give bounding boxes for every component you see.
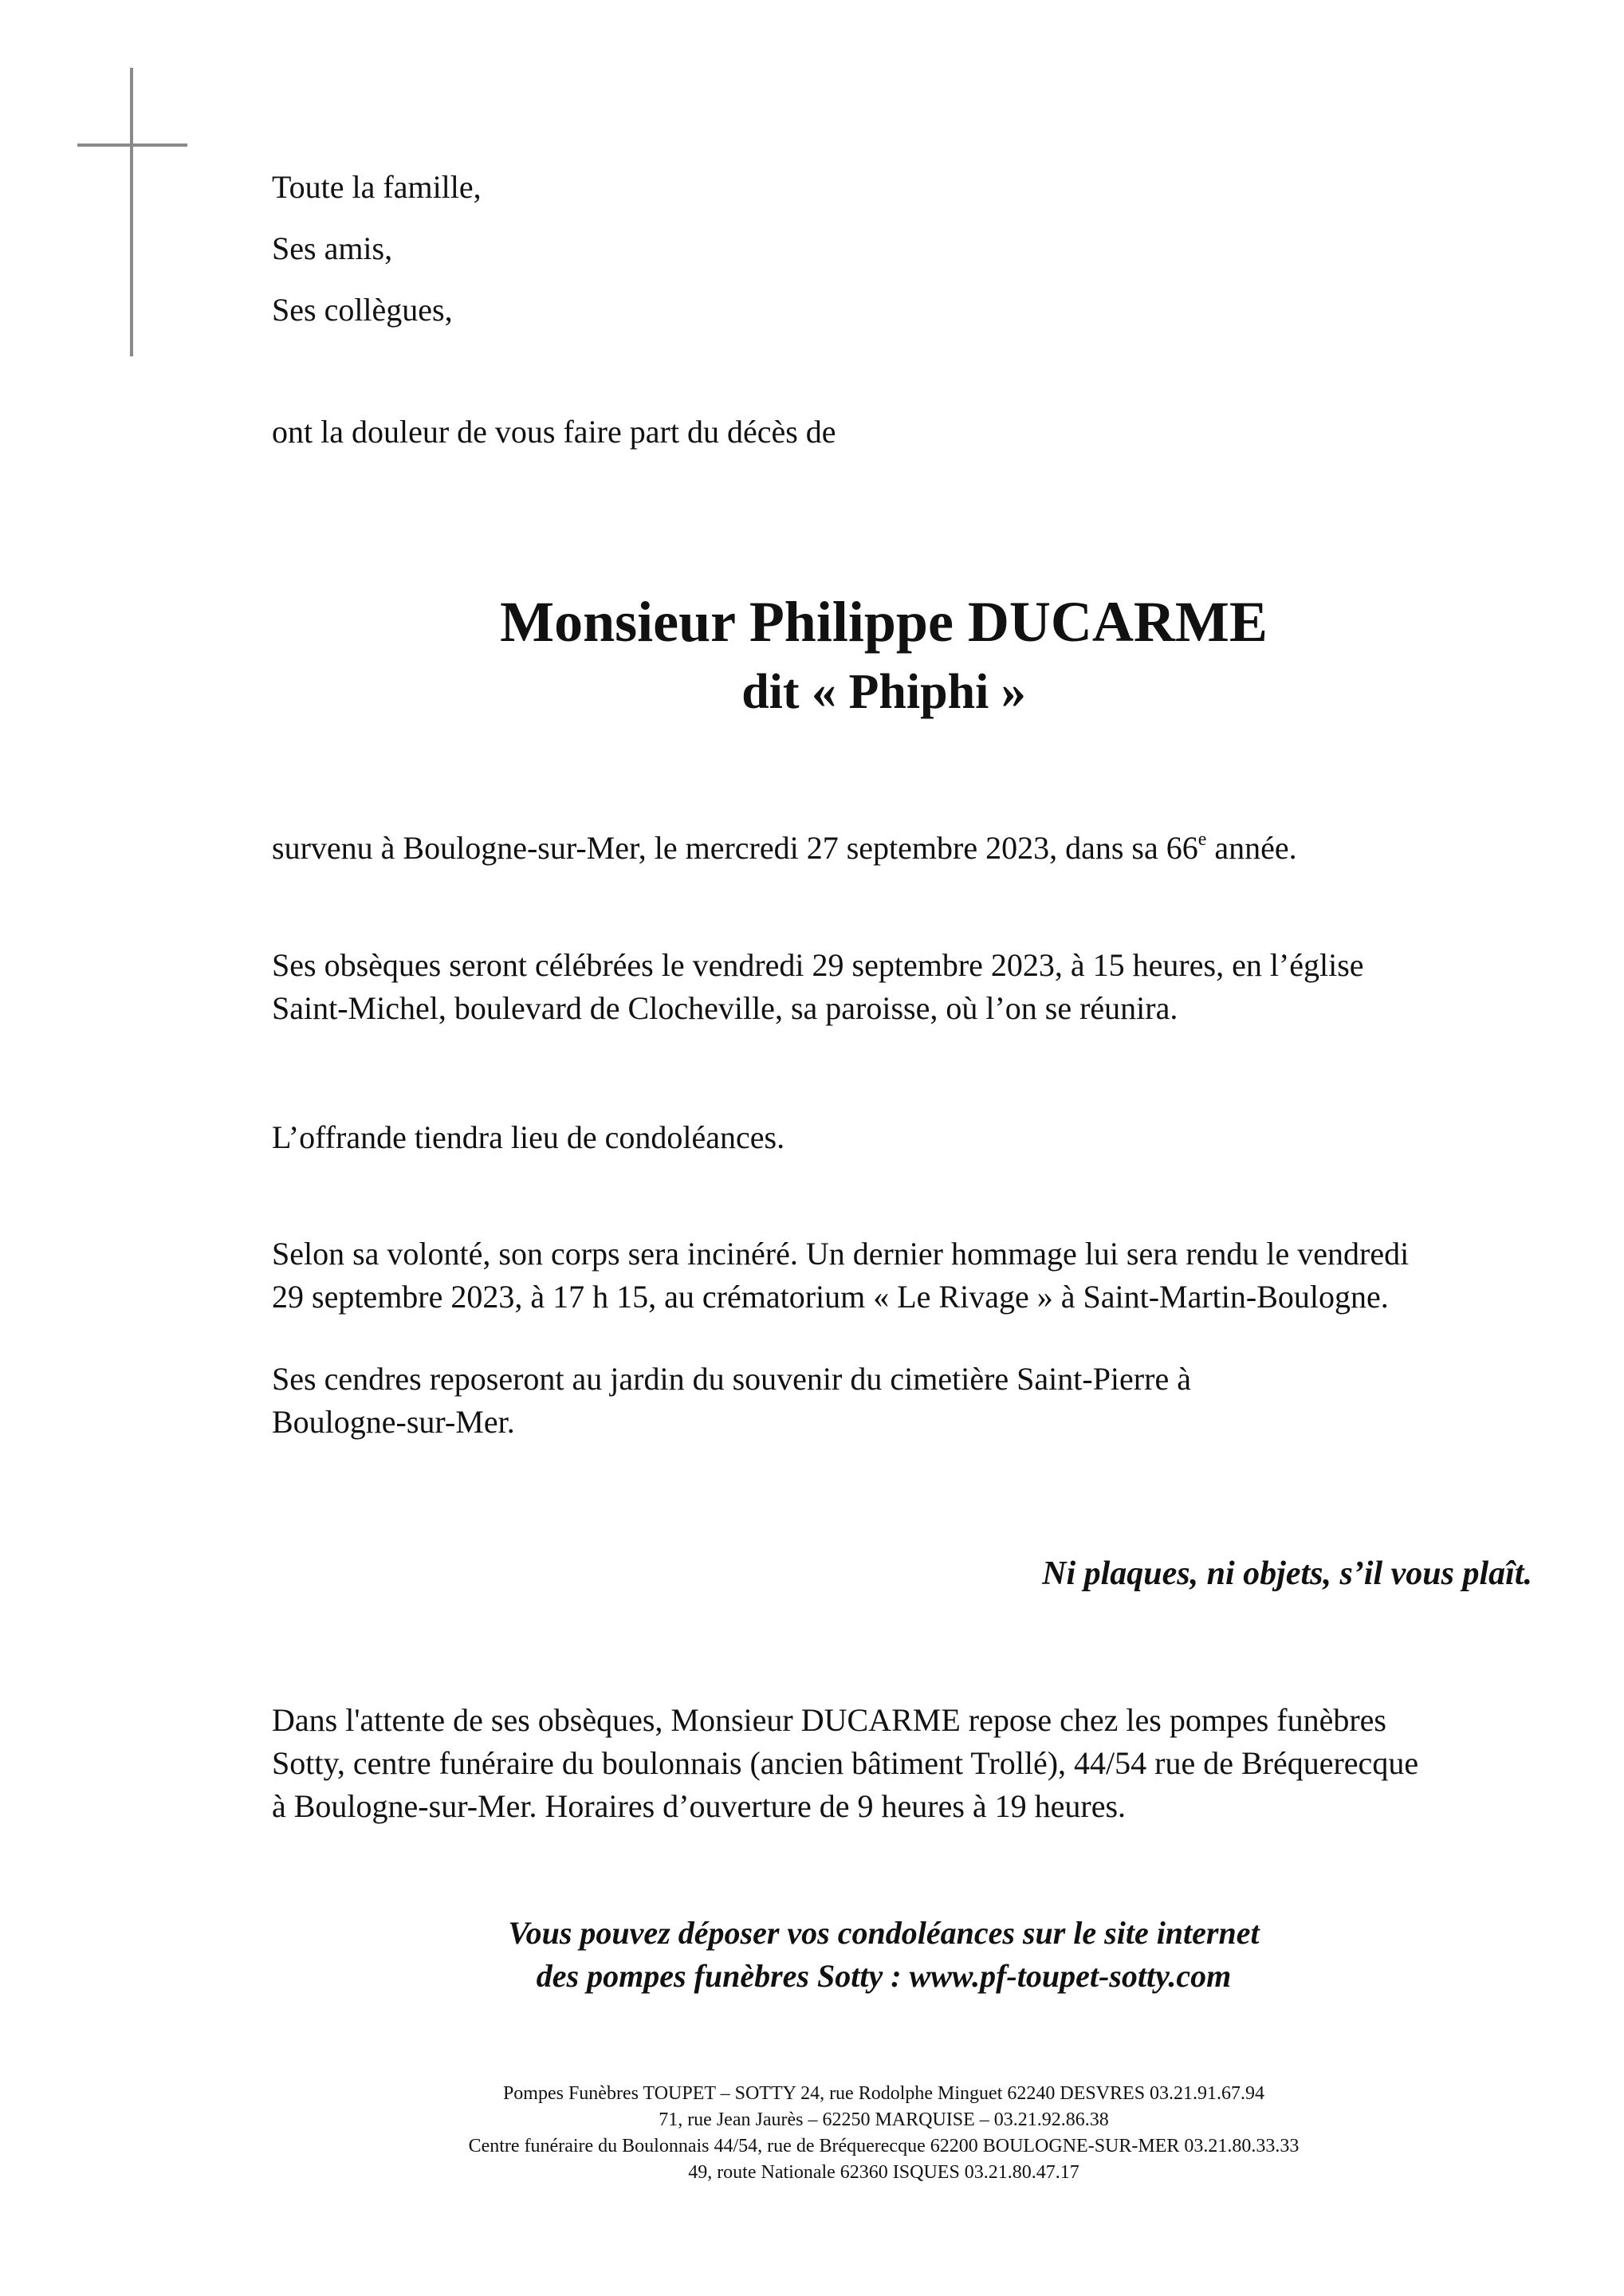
footer-line-2: 71, rue Jean Jaurès – 62250 MARQUISE – 03.21.92.86.38 [659, 2109, 1109, 2130]
death-text-start: survenu à Boulogne-sur-Mer, le mercredi 27 septembre 2023, dans sa 66 [272, 830, 1198, 866]
funeral-line-1: Ses obsèques seront célébrées le vendredi 29 septembre 2023, à 15 heures, en l’église [272, 947, 1364, 983]
death-line [272, 827, 1297, 870]
funeral-line-2: Saint-Michel, boulevard de Clocheville, sa paroisse, où l’on se réunira. [272, 990, 1178, 1026]
family-line-1: Toute la famille, [272, 169, 482, 205]
rest-line-3: à Boulogne-sur-Mer. Horaires d’ouverture de 9 heures à 19 heures. [272, 1788, 1127, 1824]
footer-line-1: Pompes Funèbres TOUPET – SOTTY 24, rue Rodolphe Minguet 62240 DESVRES 03.21.91.67.94 [502, 2083, 1265, 2104]
no-flowers-note: Ni plaques, ni objets, s’il vous plaît. [1042, 1555, 1532, 1592]
announcement-line: ont la douleur de vous faire part du décès de [272, 414, 836, 450]
website-line-2: des pompes funèbres Sotty : www.pf-toupet-sotty.com [536, 1958, 1232, 1994]
deceased-name: Monsieur Philippe DUCARME [500, 590, 1268, 654]
cremation-line-1: Selon sa volonté, son corps sera incinéré. Un dernier hommage lui sera rendu le vendredi [272, 1236, 1410, 1272]
website-line-1: Vous pouvez déposer vos condoléances sur le site internet [508, 1915, 1260, 1951]
family-line-3: Ses collègues, [272, 292, 453, 328]
deceased-nickname: dit « Phiphi » [741, 665, 1026, 719]
cross-icon-vertical [130, 68, 133, 356]
ashes-line-2: Boulogne-sur-Mer. [272, 1404, 515, 1440]
rest-line-2: Sotty, centre funéraire du boulonnais (ancien bâtiment Trollé), 44/54 rue de Bréquerecque [272, 1745, 1419, 1781]
family-line-2: Ses amis, [272, 230, 393, 266]
footer-line-4: 49, route Nationale 62360 ISQUES 03.21.80.47.17 [688, 2162, 1079, 2183]
ashes-line-1: Ses cendres reposeront au jardin du souvenir du cimetière Saint-Pierre à [272, 1361, 1191, 1397]
death-text-end: année. [1206, 830, 1297, 866]
cross-icon-horizontal [77, 144, 187, 147]
footer-line-3: Centre funéraire du Boulonnais 44/54, rue de Bréquerecque 62200 BOULOGNE-SUR-MER 03.21.80.33.33 [468, 2136, 1300, 2156]
offering-line: L’offrande tiendra lieu de condoléances. [272, 1119, 785, 1155]
death-ordinal-sup: e [1197, 829, 1207, 851]
rest-line-1: Dans l'attente de ses obsèques, Monsieur DUCARME repose chez les pompes funèbres [272, 1702, 1386, 1738]
cremation-line-2: 29 septembre 2023, à 17 h 15, au crématorium « Le Rivage » à Saint-Martin-Boulogne. [272, 1279, 1389, 1315]
